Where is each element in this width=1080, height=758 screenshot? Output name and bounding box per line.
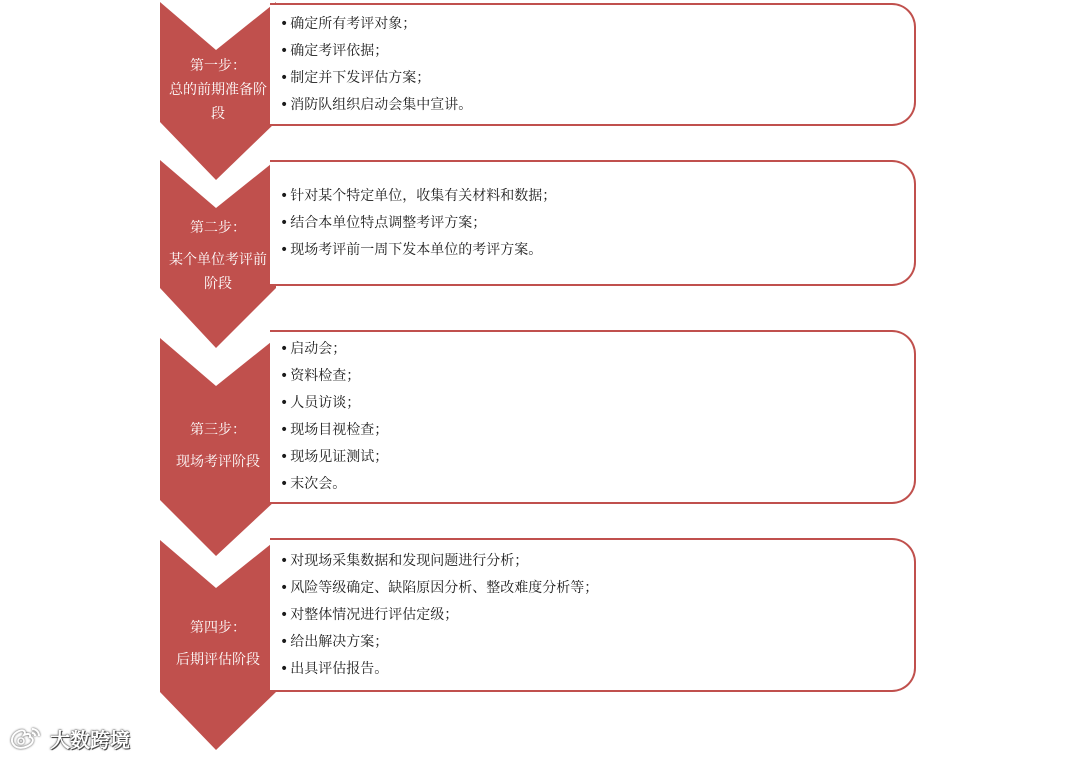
- step-title-line: 后期评估阶段: [176, 652, 260, 668]
- list-item: • 对整体情况进行评估定级；: [280, 606, 459, 623]
- list-item: • 确定考评依据；: [280, 42, 389, 59]
- list-item: • 风险等级确定、缺陷原因分析、整改难度分析等；: [280, 579, 599, 596]
- list-item: • 人员访谈；: [280, 395, 361, 411]
- step-2-arrow: [160, 160, 276, 348]
- step-title-line: 第一步：: [190, 58, 246, 74]
- step-1-item-list: [280, 11, 914, 119]
- step-3-title: [160, 418, 276, 474]
- step-1-title: [160, 54, 276, 126]
- list-item: • 结合本单位特点调整考评方案；: [280, 214, 487, 231]
- watermark: [8, 722, 130, 754]
- step-3-details-box: [270, 330, 916, 504]
- list-item: • 给出解决方案；: [280, 633, 389, 650]
- step-1-arrow: [160, 2, 276, 180]
- list-item: • 现场目视检查；: [280, 422, 389, 438]
- list-item: • 现场见证测试；: [280, 449, 389, 465]
- step-title-line: 总的前期准备阶: [169, 82, 267, 98]
- weibo-logo-icon: [8, 725, 42, 751]
- list-item: • 末次会。: [280, 476, 347, 492]
- step-2-title: [160, 216, 276, 296]
- list-item: • 资料检查；: [280, 368, 361, 384]
- list-item: • 针对某个特定单位，收集有关材料和数据；: [280, 187, 557, 204]
- step-4-arrow: [160, 540, 276, 750]
- list-item: • 对现场采集数据和发现问题进行分析；: [280, 552, 529, 569]
- list-item: • 消防队组织启动会集中宣讲。: [280, 96, 473, 113]
- step-title-line: 段: [211, 106, 225, 122]
- step-4-details-box: [270, 538, 916, 692]
- step-title-line: 阶段: [204, 276, 232, 292]
- step-title-line: 第三步：: [190, 422, 246, 438]
- step-3-arrow: [160, 338, 276, 556]
- list-item: • 现场考评前一周下发本单位的考评方案。: [280, 241, 543, 258]
- step-4-item-list: [280, 548, 914, 683]
- step-title-line: 第四步：: [190, 620, 246, 636]
- list-item: • 出具评估报告。: [280, 660, 389, 677]
- step-2-details-box: [270, 160, 916, 286]
- step-title-line: 现场考评阶段: [176, 454, 260, 470]
- list-item: • 确定所有考评对象；: [280, 15, 417, 32]
- step-title-line: 第二步：: [190, 220, 246, 236]
- step-4-title: [160, 616, 276, 672]
- step-title-line: 某个单位考评前: [169, 252, 267, 268]
- watermark-text: 大数跨境: [50, 727, 130, 752]
- list-item: • 启动会；: [280, 341, 347, 357]
- step-3-item-list: [280, 336, 914, 498]
- step-2-item-list: [280, 183, 914, 264]
- step-1-details-box: [270, 3, 916, 126]
- list-item: • 制定并下发评估方案；: [280, 69, 431, 86]
